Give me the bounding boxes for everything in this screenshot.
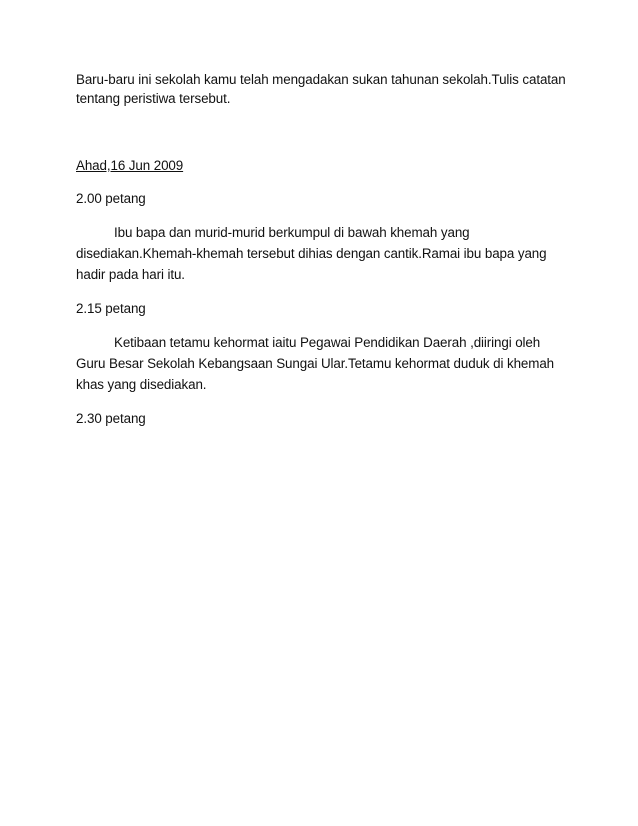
entry-time-3: 2.30 petang bbox=[76, 411, 146, 426]
document-body bbox=[76, 70, 566, 442]
entry-text-2: Ketibaan tetamu kehormat iaitu Pegawai Pendidikan Daerah ,diiringi oleh Guru Besar Sekolah Kebangsaan Sungai Ular.Tetamu kehormat duduk di khemah khas yang disediakan. bbox=[76, 335, 555, 392]
entry-time-2: 2.15 petang bbox=[76, 301, 146, 316]
assignment-prompt: Baru-baru ini sekolah kamu telah mengadakan sukan tahunan sekolah.Tulis catatan tentang peristiwa tersebut. bbox=[76, 72, 566, 106]
entry-date: Ahad,16 Jun 2009 bbox=[76, 158, 184, 173]
entry-time-1: 2.00 petang bbox=[76, 191, 146, 206]
entry-text-1: Ibu bapa dan murid-murid berkumpul di bawah khemah yang disediakan.Khemah-khemah tersebut dihias dengan cantik.Ramai ibu bapa yang hadir pada hari itu. bbox=[76, 225, 547, 282]
